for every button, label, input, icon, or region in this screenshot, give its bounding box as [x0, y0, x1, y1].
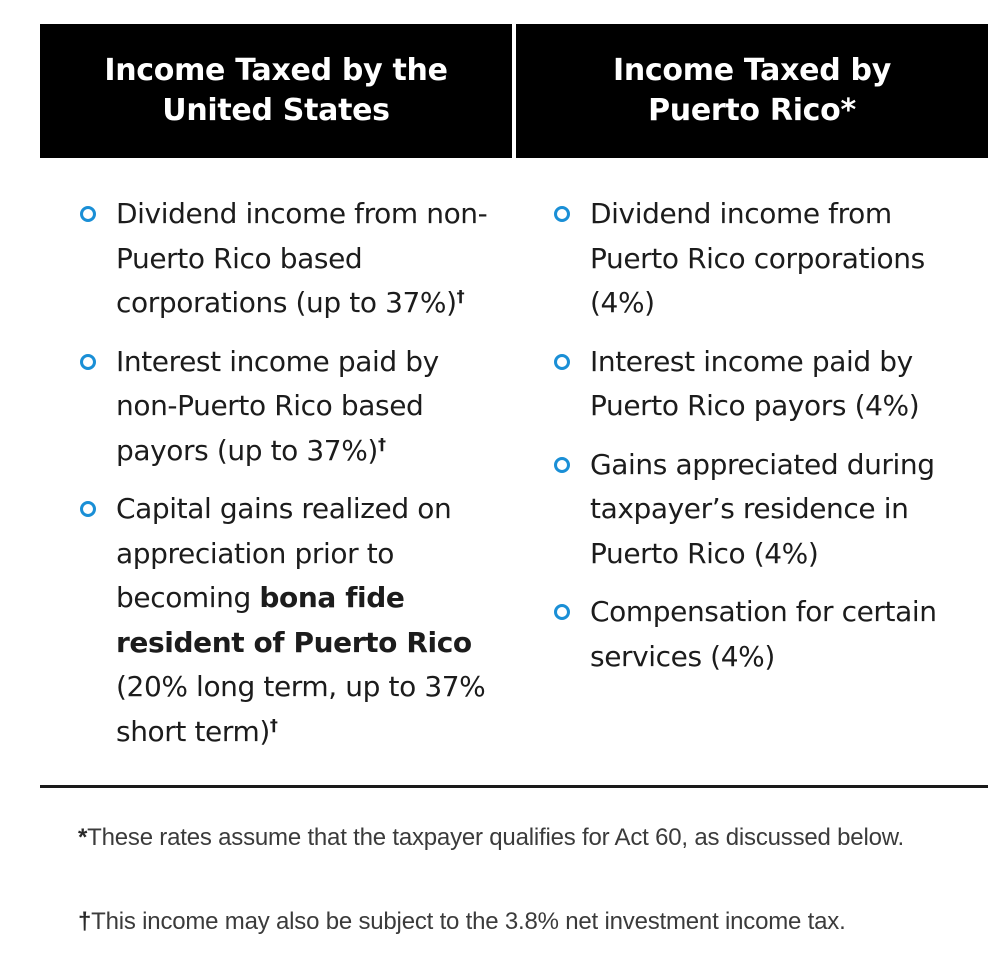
item-text-bold: bona fide resident of Puerto Rico	[116, 581, 472, 659]
item-text: Interest income paid by Puerto Rico payors (4%)	[590, 344, 920, 422]
bullet-icon	[80, 206, 96, 222]
footnote-text: This income may also be subject to the 3.8% net investment income tax.	[91, 908, 846, 935]
us-income-list	[80, 192, 500, 768]
item-text: Compensation for certain services (4%)	[590, 595, 937, 673]
item-text: Dividend income from non-Puerto Rico based corporations (up to 37%)	[116, 197, 488, 319]
bullet-icon	[80, 354, 96, 370]
list-item	[80, 340, 500, 474]
list-item	[80, 192, 500, 326]
item-text: (20% long term, up to 37% short term)	[116, 670, 486, 748]
header-us-title: Income Taxed by the United States	[104, 53, 448, 128]
header-pr	[516, 24, 988, 158]
footnote-dagger	[78, 904, 978, 940]
bullet-icon	[554, 206, 570, 222]
list-item	[554, 192, 974, 326]
header-us	[40, 24, 512, 158]
list-item	[80, 487, 500, 754]
item-text: Interest income paid by non-Puerto Rico based payors (up to 37%)	[116, 344, 439, 467]
footnote-asterisk	[78, 820, 978, 856]
list-item	[554, 590, 974, 679]
footnote-text: These rates assume that the taxpayer qualifies for Act 60, as discussed below.	[87, 824, 904, 851]
divider	[40, 785, 988, 788]
item-text: Capital gains realized on appreciation prior to becoming	[116, 492, 452, 614]
header-pr-title: Income Taxed by Puerto Rico*	[613, 53, 891, 128]
list-item	[554, 443, 974, 577]
dagger-mark: †	[377, 434, 386, 454]
list-item	[554, 340, 974, 429]
dagger-mark: †	[78, 908, 92, 935]
dagger-mark: †	[269, 715, 278, 735]
asterisk-mark: *	[78, 824, 88, 851]
bullet-icon	[80, 501, 96, 517]
bullet-icon	[554, 604, 570, 620]
item-text: Dividend income from Puerto Rico corporations (4%)	[590, 197, 925, 319]
bullet-icon	[554, 457, 570, 473]
pr-income-list	[554, 192, 974, 693]
item-text: Gains appreciated during taxpayer’s residence in Puerto Rico (4%)	[590, 447, 935, 570]
dagger-mark: †	[456, 286, 465, 306]
bullet-icon	[554, 354, 570, 370]
